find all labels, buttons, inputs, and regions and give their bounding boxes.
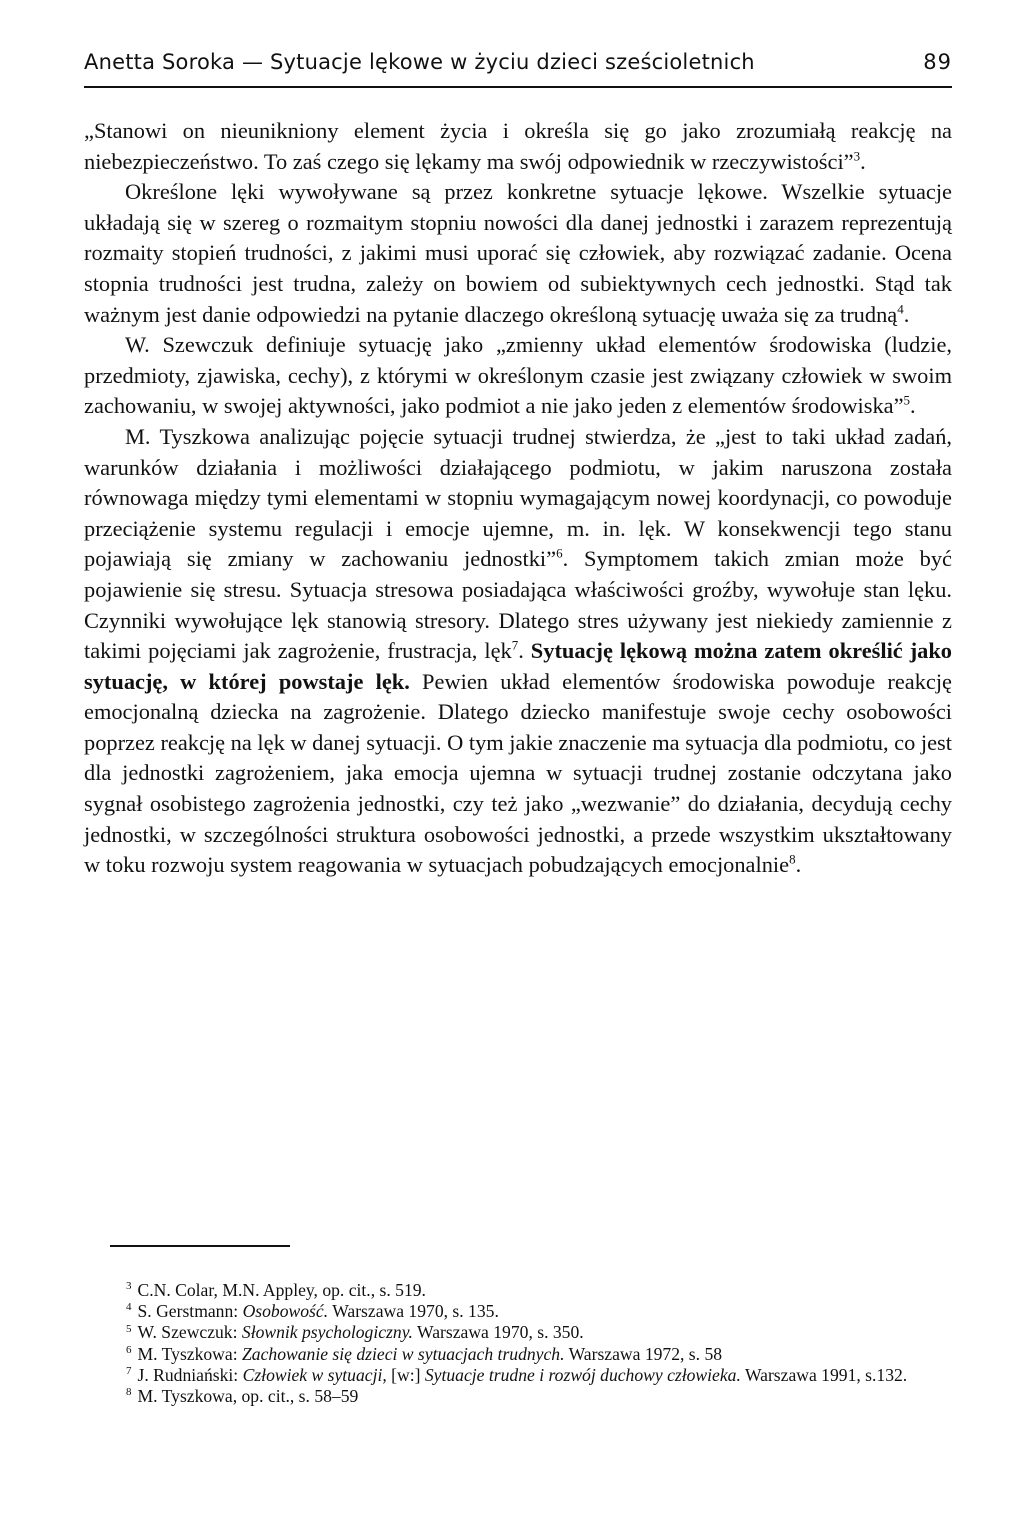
footnote-publication: Warszawa 1970, s. 135. bbox=[328, 1301, 499, 1322]
footnote-publication: Warszawa 1970, s. 350. bbox=[412, 1322, 584, 1343]
footnote-title: Człowiek w sytuacji, bbox=[242, 1364, 387, 1385]
footnote-title: Słownik psychologiczny. bbox=[241, 1322, 413, 1343]
footnote-publication: Warszawa 1991, s.132. bbox=[740, 1364, 908, 1385]
footnote-author: S. Gerstmann: bbox=[137, 1301, 243, 1322]
footnote-mark: 8 bbox=[126, 1386, 132, 1399]
footnotes bbox=[84, 1280, 952, 1407]
paragraph bbox=[84, 330, 952, 422]
running-head bbox=[84, 50, 952, 88]
page-number: 89 bbox=[923, 50, 952, 74]
footnote-in: [w:] bbox=[386, 1364, 425, 1385]
footnote-ref: 5 bbox=[903, 392, 911, 408]
paragraph bbox=[84, 177, 952, 330]
footnote-item bbox=[84, 1386, 952, 1407]
footnote-mark: 7 bbox=[126, 1364, 132, 1377]
paragraph-text: M. Tyszkowa analizując pojęcie sytuacji trudnej stwierdza, że „jest to taki układ zadań, warunków działania i możliwości działającego podmiotu, w jakim naruszona została równowaga między tymi elementami w stopniu wymagającym nowej koordynacji, co powoduje przeciążenie systemu regulacji i emocje ujemne, m. in. lęk. W konsekwencji tego stanu pojawiają się zmiany w zachowaniu jednostki” bbox=[84, 423, 952, 572]
footnote-item bbox=[84, 1280, 952, 1301]
running-head-title: Anetta Soroka — Sytuacje lękowe w życiu dzieci sześcioletnich bbox=[84, 50, 755, 74]
footnote-publication: Warszawa 1972, s. 58 bbox=[564, 1343, 723, 1364]
paragraph-quote bbox=[84, 116, 952, 177]
paragraph-text: . bbox=[518, 638, 531, 664]
footnote-author: W. Szewczuk: bbox=[137, 1322, 242, 1343]
paragraph bbox=[84, 422, 952, 881]
footnote-title: Zachowanie się dzieci w sytuacjach trudnych. bbox=[242, 1343, 565, 1364]
footnote-title: Osobowość. bbox=[242, 1301, 329, 1322]
paragraph-text: „Stanowi on nieunikniony element życia i określa się go jako zrozumiałą reakcję na niebezpieczeństwo. To zaś czego się lękamy ma swój odpowiednik w rzeczywistości” bbox=[84, 118, 952, 174]
footnote-ref: 4 bbox=[897, 301, 904, 317]
paragraph-end: . bbox=[903, 301, 910, 327]
footnote-ref: 8 bbox=[789, 851, 796, 867]
footnote-author: M. Tyszkowa: bbox=[137, 1343, 242, 1364]
footnote-item bbox=[84, 1344, 952, 1365]
paragraph-text: . Symptomem takich zmian może być pojawienie się stresu. Sytuacja stresowa posiadająca właściwości groźby, wywołuje stan lęku. Czynniki wywołujące lęk stanowią stresory. Dlatego stres używany jest niekiedy zamiennie z takimi pojęciami jak zagrożenie, frustracja, lęk bbox=[84, 546, 952, 664]
footnote-collection-title: Sytuacje trudne i rozwój duchowy człowieka. bbox=[424, 1364, 741, 1385]
footnote-item bbox=[84, 1365, 952, 1386]
paragraph-text: W. Szewczuk definiuje sytuację jako „zmienny układ elementów środowiska (ludzie, przedmioty, zjawiska, cechy), z którymi w określonym czasie jest związany człowiek w swoim zachowaniu, w swojej aktywności, jako podmiot a nie jako jeden z elementów środowiska” bbox=[84, 332, 952, 419]
paragraph-end: . bbox=[910, 393, 916, 419]
footnote-item bbox=[84, 1322, 952, 1343]
footnote-mark: 3 bbox=[126, 1280, 132, 1293]
footnote-mark: 4 bbox=[126, 1301, 132, 1314]
paragraph-end: . bbox=[860, 148, 866, 174]
footnote-divider bbox=[110, 1245, 290, 1247]
footnote-ref: 3 bbox=[853, 148, 861, 164]
footnote-text: C.N. Colar, M.N. Appley, op. cit., s. 519. bbox=[137, 1280, 426, 1300]
paragraph-end: . bbox=[795, 852, 802, 878]
footnote-ref: 7 bbox=[511, 637, 519, 653]
footnote-mark: 6 bbox=[126, 1343, 132, 1356]
footnote-mark: 5 bbox=[126, 1322, 132, 1335]
paragraph-text: Pewien układ elementów środowiska powoduje reakcję emocjonalną dziecka na zagrożenie. Dlatego dziecko manifestuje swoje cechy osobowości poprzez reakcję na lęk w danej sytuacji. O tym jakie znaczenie ma sytuacja dla podmiotu, co jest dla jednostki zagrożeniem, jaka emocja ujemna w sytuacji trudnej zostanie odczytana jako sygnał osobistego zagrożenia jednostki, czy też jako „wezwanie” do działania, decydują cechy jednostki, w szczególności struktura osobowości jednostki, a przede wszystkim ukształtowany w toku rozwoju system reagowania w sytuacjach pobudzających emocjonalnie bbox=[84, 668, 952, 878]
footnote-item bbox=[84, 1301, 952, 1322]
footnote-author: J. Rudniański: bbox=[137, 1364, 243, 1385]
body-text bbox=[84, 116, 952, 881]
document-page bbox=[84, 50, 952, 1490]
footnote-ref: 6 bbox=[556, 545, 563, 561]
bold-definition: Sytuację lękową można zatem określić jako sytuację, w której powstaje lęk. bbox=[84, 638, 953, 694]
paragraph-text: Określone lęki wywoływane są przez konkretne sytuacje lękowe. Wszelkie sytuacje układają się w szereg o rozmaitym stopniu nowości dla danej jednostki i zarazem reprezentują rozmaity stopień trudności, z jakimi musi uporać się człowiek, aby rozwiązać zadanie. Ocena stopnia trudności jest trudna, zależy on bowiem od subiektywnych cech jednostki. Stąd tak ważnym jest danie odpowiedzi na pytanie dlaczego określoną sytuację uważa się za trudną bbox=[84, 179, 952, 327]
footnote-text: M. Tyszkowa, op. cit., s. 58–59 bbox=[137, 1386, 359, 1407]
